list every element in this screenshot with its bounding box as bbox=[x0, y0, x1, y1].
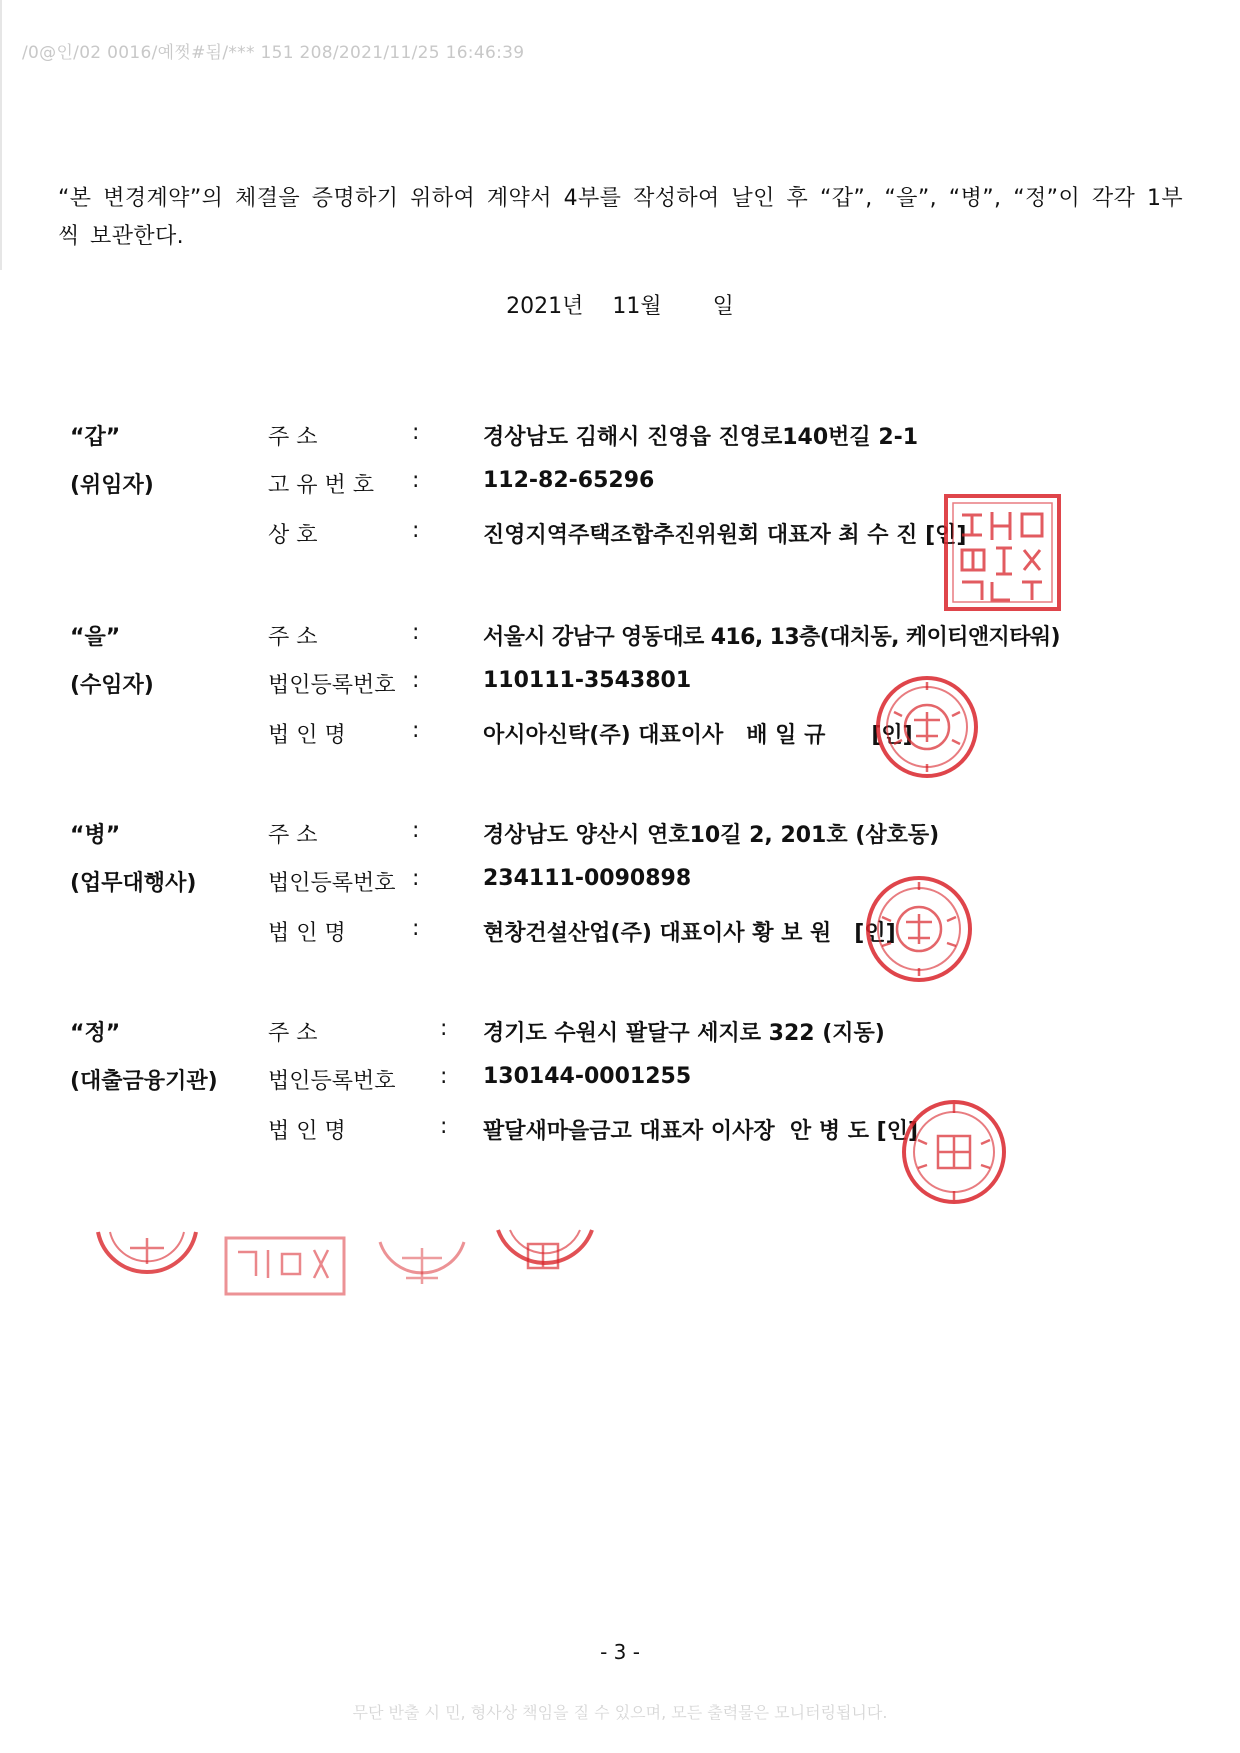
field-value: 경기도 수원시 팔달구 세지로 322 (지동) bbox=[483, 1021, 885, 1046]
field-label bbox=[268, 916, 428, 947]
partial-seal-3 bbox=[372, 1232, 472, 1302]
party-role: (위임자) bbox=[70, 473, 154, 498]
partial-seal-1 bbox=[92, 1228, 202, 1284]
field-value bbox=[483, 916, 896, 947]
address-row bbox=[0, 1016, 1240, 1056]
label-colon: : bbox=[412, 718, 420, 743]
field-value: 110111-3543801 bbox=[483, 668, 692, 693]
label-text: 고 유 번 호 bbox=[268, 473, 374, 498]
label-colon: : bbox=[412, 818, 420, 843]
field-value bbox=[483, 1114, 918, 1145]
party-name: “갑” bbox=[70, 425, 121, 450]
label-text: 법 인 명 bbox=[268, 921, 346, 946]
label-colon: : bbox=[412, 668, 420, 693]
label-colon: : bbox=[440, 1114, 448, 1139]
label-text: 법 인 명 bbox=[268, 723, 346, 748]
label-text: 주 소 bbox=[268, 823, 318, 848]
contract-date bbox=[0, 289, 1240, 320]
field-value: 112-82-65296 bbox=[483, 468, 655, 493]
partial-seal-4 bbox=[490, 1224, 600, 1314]
label-text: 법인등록번호 bbox=[268, 871, 396, 896]
company-name-row bbox=[0, 1114, 1240, 1154]
address-row bbox=[0, 620, 1240, 660]
address-row bbox=[0, 818, 1240, 858]
field-value: 130144-0001255 bbox=[483, 1064, 692, 1089]
field-label bbox=[268, 518, 428, 549]
round-seal-eul bbox=[872, 672, 982, 782]
round-seal-byeong bbox=[862, 872, 977, 987]
field-label bbox=[268, 1114, 428, 1145]
square-seal-gap bbox=[940, 490, 1065, 615]
label-text: 주 소 bbox=[268, 1021, 318, 1046]
field-value: 234111-0090898 bbox=[483, 866, 692, 891]
label-text: 상 호 bbox=[268, 523, 318, 548]
registration-number-row bbox=[0, 1064, 1240, 1104]
party-role: (수임자) bbox=[70, 673, 154, 698]
date-day: 일 bbox=[712, 294, 734, 319]
party-name: “병” bbox=[70, 823, 121, 848]
registration-number-row bbox=[0, 668, 1240, 708]
party-name: “정” bbox=[70, 1021, 121, 1046]
label-text: 법인등록번호 bbox=[268, 1069, 396, 1094]
field-label bbox=[268, 718, 428, 749]
company-name-row bbox=[0, 718, 1240, 758]
field-label bbox=[268, 866, 428, 897]
label-text: 주 소 bbox=[268, 425, 318, 450]
address-row bbox=[0, 420, 1240, 460]
label-text: 법인등록번호 bbox=[268, 673, 396, 698]
round-seal-jeong bbox=[898, 1096, 1010, 1208]
party-role: (업무대행사) bbox=[70, 871, 197, 896]
value-text: 현창건설산업(주) 대표이사 황 보 원 bbox=[483, 921, 832, 946]
field-value bbox=[483, 718, 913, 749]
label-text: 주 소 bbox=[268, 625, 318, 650]
party-role: (대출금융기관) bbox=[70, 1069, 218, 1094]
seal-mark: [인] bbox=[854, 921, 896, 946]
value-text: 진영지역주택조합추진위원회 대표자 최 수 진 bbox=[483, 523, 918, 548]
page-number: - 3 - bbox=[600, 1640, 640, 1664]
company-name-row bbox=[0, 916, 1240, 956]
field-value bbox=[483, 518, 966, 549]
field-label bbox=[268, 1064, 428, 1095]
label-colon: : bbox=[412, 420, 420, 445]
value-text: 팔달새마을금고 대표자 이사장 안 병 도 bbox=[483, 1119, 869, 1144]
intro-paragraph: “본 변경계약”의 체결을 증명하기 위하여 계약서 4부를 작성하여 날인 후 “갑”, “을”, “병”, “정”이 각각 1부 씩 보관한다. bbox=[58, 186, 1183, 249]
field-label bbox=[268, 468, 428, 499]
fax-header-stamp: /0@인/02 0016/예쩟#됨/*** 151 208/2021/11/25 16:46:39 bbox=[22, 43, 525, 63]
date-year: 2021년 bbox=[506, 294, 584, 319]
field-label bbox=[268, 620, 428, 651]
label-colon: : bbox=[440, 1064, 448, 1089]
seal-mark: [인] bbox=[871, 723, 913, 748]
field-label bbox=[268, 420, 428, 451]
field-value: 경상남도 양산시 연호10길 2, 201호 (삼호동) bbox=[483, 823, 940, 848]
seal-mark: [인] bbox=[876, 1119, 919, 1144]
label-colon: : bbox=[412, 916, 420, 941]
field-label bbox=[268, 818, 428, 849]
label-colon: : bbox=[412, 866, 420, 891]
seal-mark: [인] bbox=[925, 523, 967, 548]
field-label bbox=[268, 668, 428, 699]
registration-number-row bbox=[0, 866, 1240, 906]
scan-edge-line bbox=[0, 0, 2, 270]
field-label bbox=[268, 1016, 428, 1047]
party-name: “을” bbox=[70, 625, 121, 650]
label-colon: : bbox=[412, 468, 420, 493]
label-colon: : bbox=[412, 620, 420, 645]
label-colon: : bbox=[412, 518, 420, 543]
partial-seal-2 bbox=[222, 1232, 350, 1302]
label-text: 법 인 명 bbox=[268, 1119, 346, 1144]
field-value: 경상남도 김해시 진영읍 진영로140번길 2-1 bbox=[483, 425, 919, 450]
label-colon: : bbox=[440, 1016, 448, 1041]
footer-notice: 무단 반출 시 민, 형사상 책임을 질 수 있으며, 모든 출력물은 모니터링됩니다. bbox=[352, 1703, 888, 1722]
date-month: 11월 bbox=[612, 294, 662, 319]
field-value: 서울시 강남구 영동대로 416, 13층(대치동, 케이티앤지타워) bbox=[483, 625, 1060, 650]
value-text: 아시아신탁(주) 대표이사 배 일 규 bbox=[483, 723, 826, 748]
